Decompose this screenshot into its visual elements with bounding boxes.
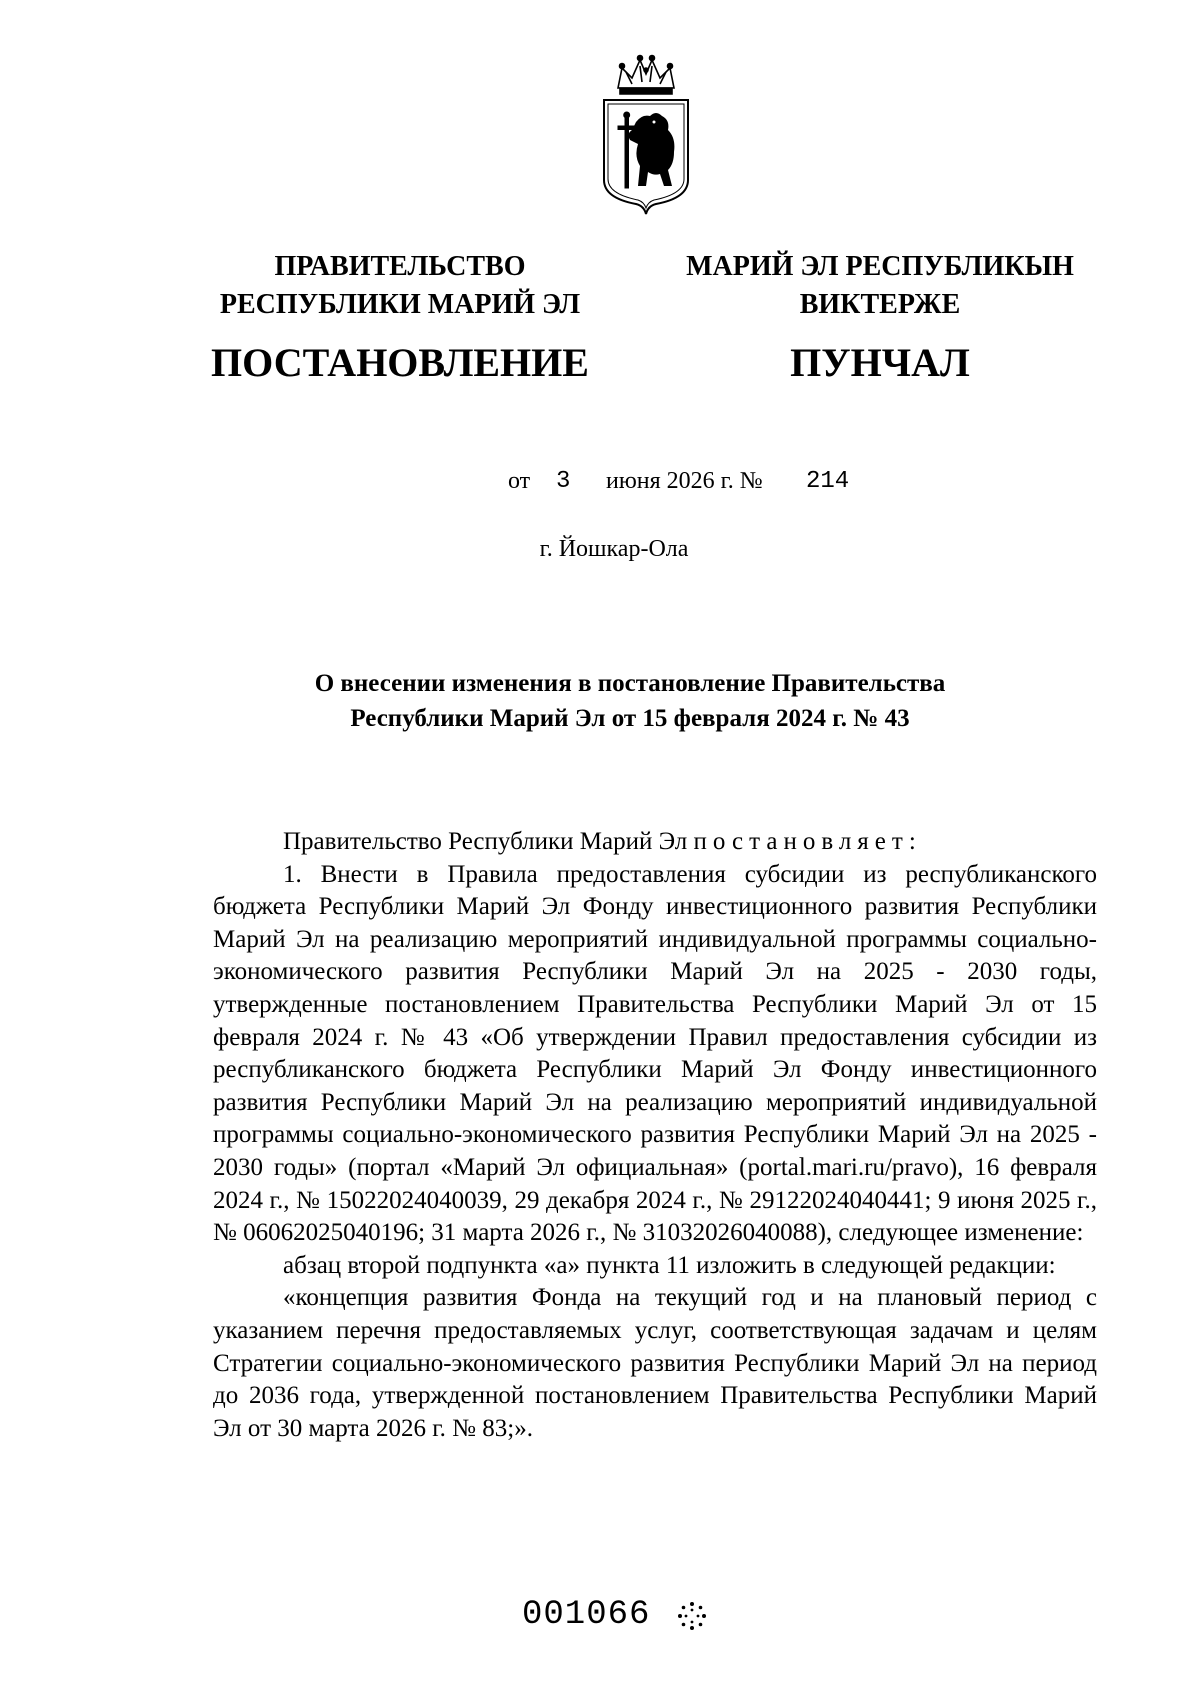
header-left [200, 248, 600, 388]
body-paragraph: 1. Внести в Правила предоставления субсидии из республиканского бюджета Республики Марий Эл Фонду инвестиционного развития Республики Марий Эл на реализацию мероприятий индивидуальной программы социально-экономического развития Республики Марий Эл на 2025 - 2030 годы, утвержденные постановлением Правительства Республики Марий Эл от 15 февраля 2024 г. № 43 «Об утверждении Правил предоставления субсидии из республиканского бюджета Республики Марий Эл Фонду инвестиционного развития Республики Марий Эл на реализацию мероприятий индивидуальной программы социально-экономического развития Республики Марий Эл на 2025 - 2030 годы» (портал «Марий Эл официальная» (portal.mari.ru/pravo), 16 февраля 2024 г., № 15022024040039, 29 декабря 2024 г., № 29122024040441; 9 июня 2025 г., № 06062025040196; 31 марта 2026 г., № 31032026040088), следующее изменение: [213, 860, 1097, 1247]
asterisk-mark-icon [674, 1598, 710, 1634]
document-number: 214 [806, 468, 850, 495]
date-prefix: от [508, 468, 531, 494]
header-right-doc-type: ПУНЧАЛ [790, 340, 970, 385]
body-resolves: постановляет: [693, 828, 922, 855]
header-right [660, 248, 1100, 388]
document-body [213, 826, 1097, 1445]
body-paragraph [213, 826, 1097, 859]
body-lead: Правительство Республики Марий Эл [283, 828, 694, 855]
body-paragraph: абзац второй подпункта «а» пункта 11 изложить в следующей редакции: [283, 1251, 1056, 1279]
header-left-line2: РЕСПУБЛИКИ МАРИЙ ЭЛ [219, 289, 581, 320]
document-city: г. Йошкар-Ола [539, 536, 689, 562]
document-title: О внесении изменения в постановление Правительства Республики Марий Эл от 15 февраля 2024 г. № 43 [314, 670, 946, 732]
header-left-doc-type: ПОСТАНОВЛЕНИЕ [211, 340, 589, 385]
serial-number: 001066 [522, 1596, 651, 1634]
header-right-line2: ВИКТЕРЖЕ [799, 289, 961, 320]
header-left-line1: ПРАВИТЕЛЬСТВО [274, 251, 526, 282]
date-month-year: июня 2026 г. № [606, 468, 763, 494]
body-paragraph: «концепция развития Фонда на текущий год и на плановый период с указанием перечня предоставляемых услуг, соответствующая задачам и целям Стратегии социально-экономического развития Республики Марий Эл на период до 2036 года, утвержденной постановлением Правительства Республики Марий Эл от 30 марта 2026 г. № 83;». [213, 1284, 1097, 1442]
date-day: 3 [556, 468, 571, 495]
header-right-line1: МАРИЙ ЭЛ РЕСПУБЛИКЫН [686, 251, 1074, 282]
coat-of-arms-icon [596, 48, 696, 218]
